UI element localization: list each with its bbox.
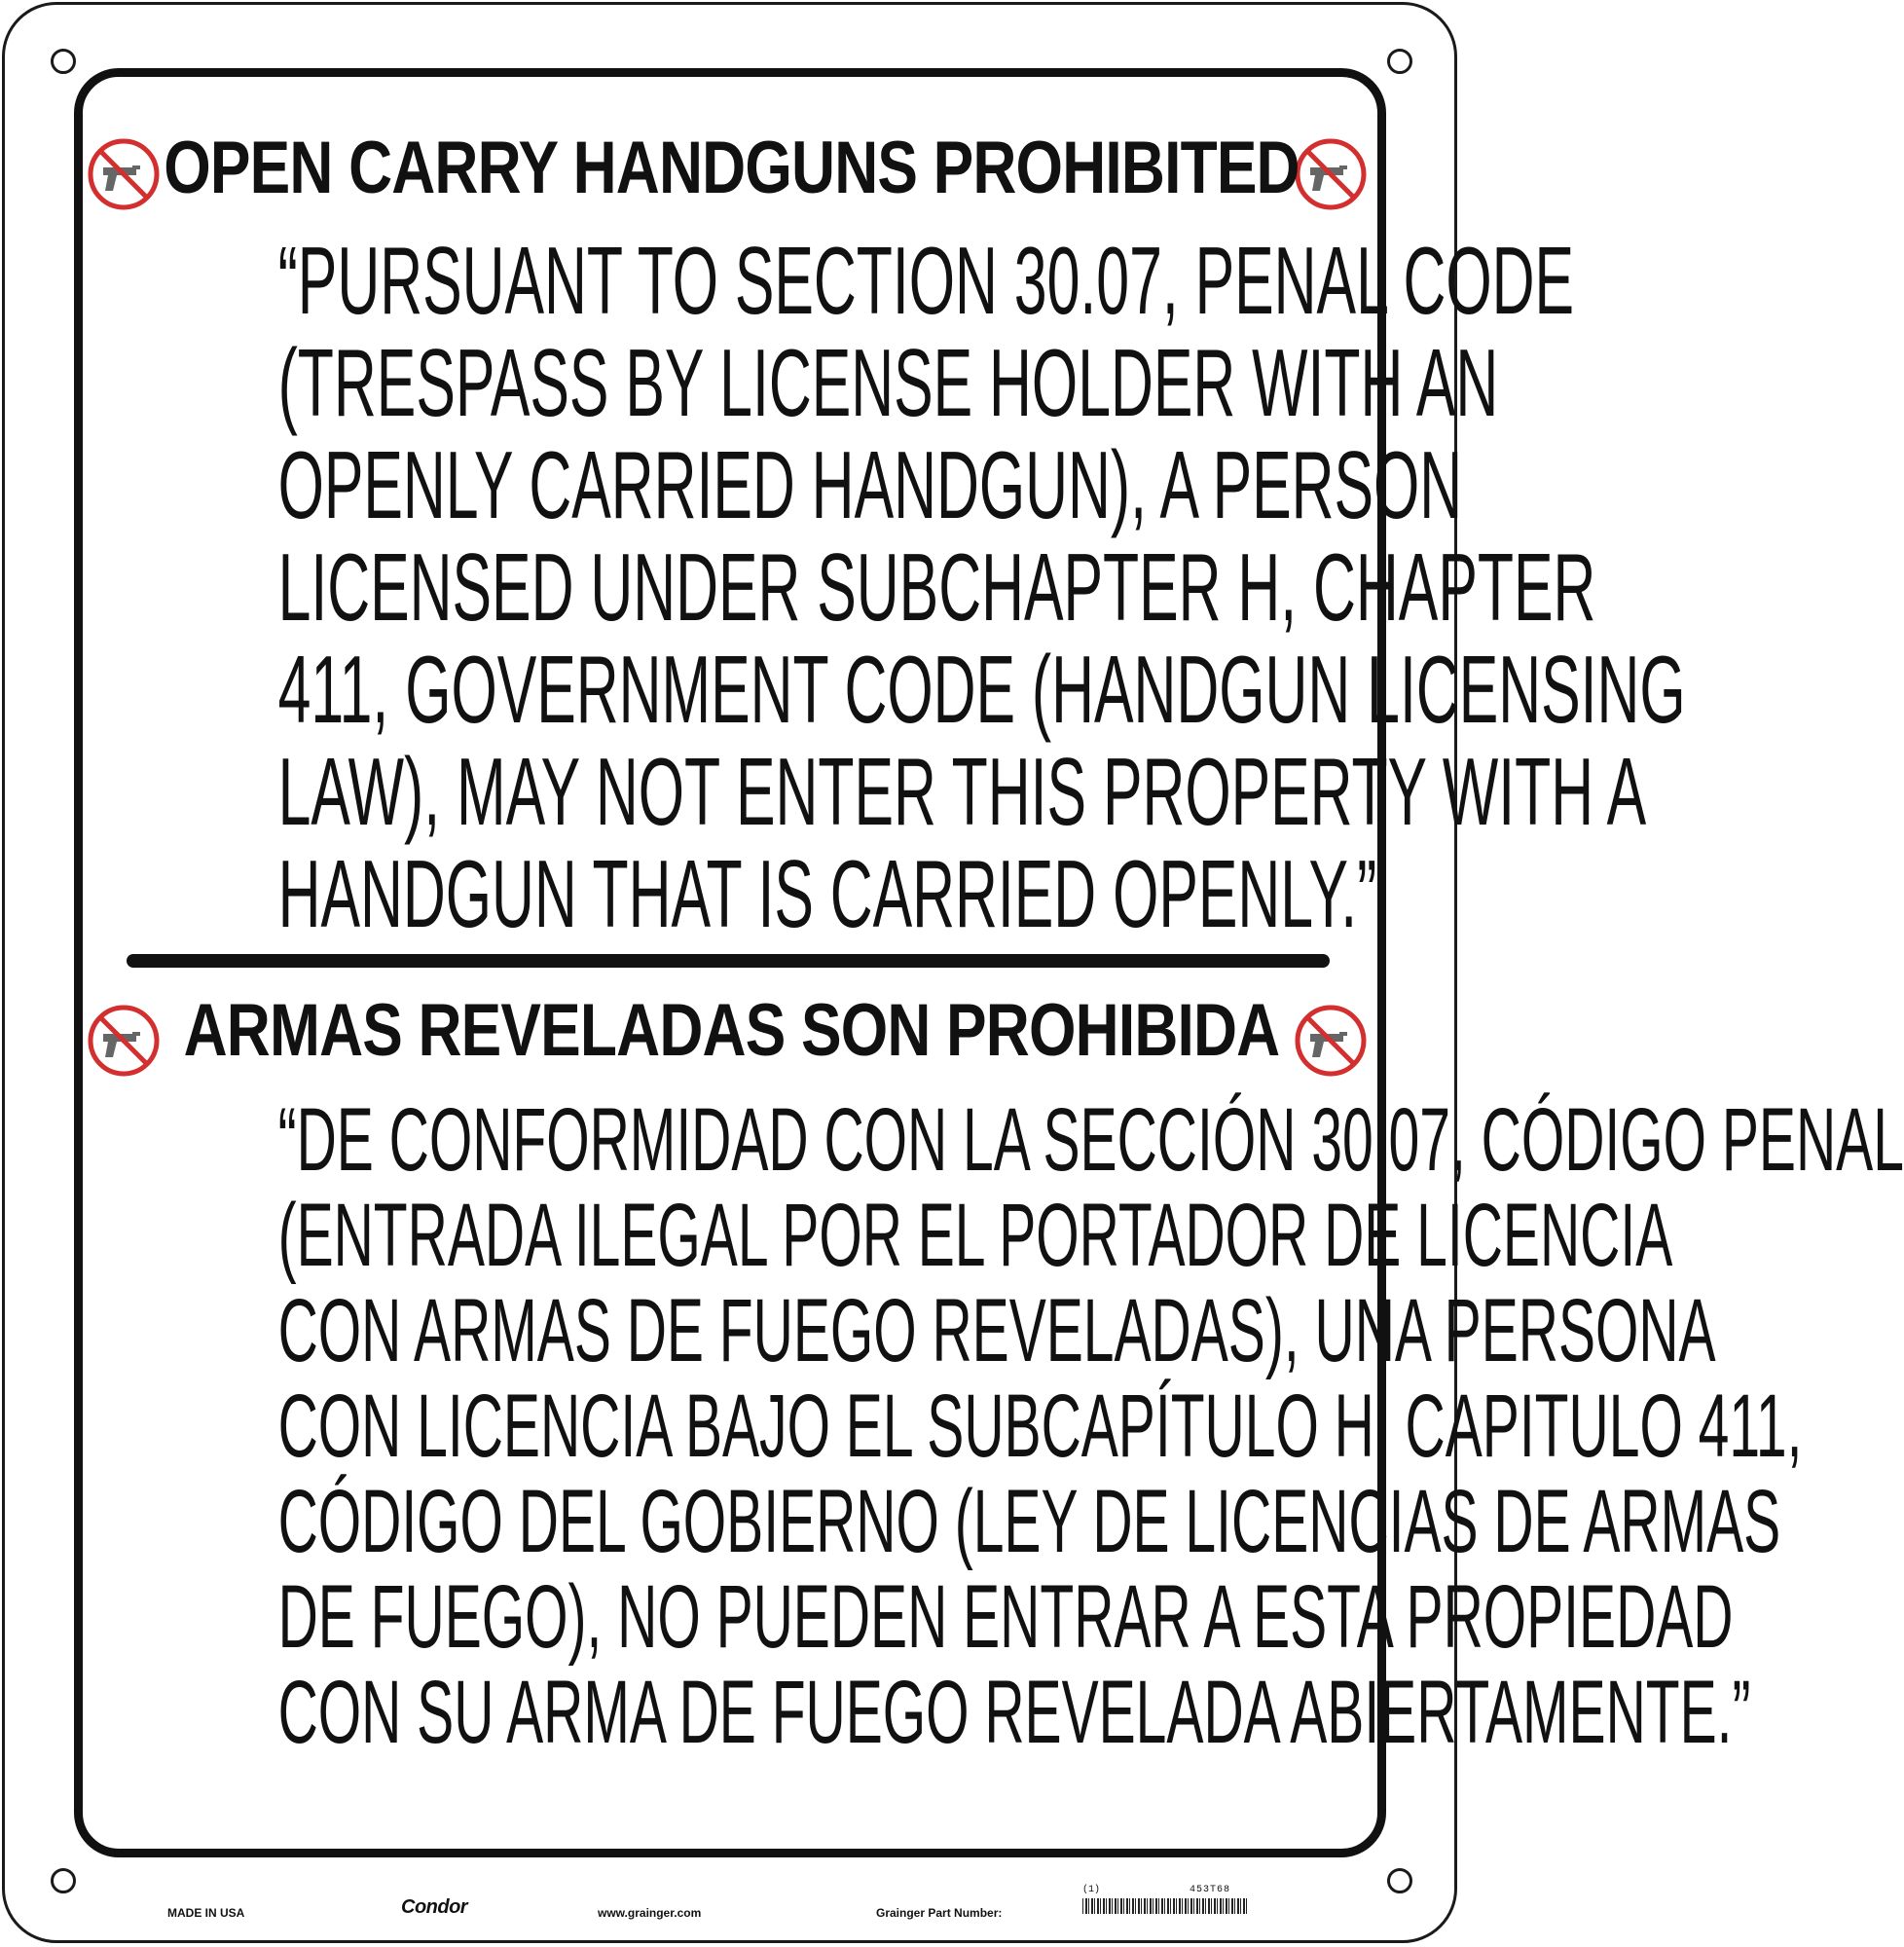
barcode <box>1082 1885 1248 1924</box>
mounting-hole-top-left <box>51 49 76 74</box>
english-line: LAW), MAY NOT ENTER THIS PROPERTY WITH A <box>277 738 1647 845</box>
barcode-bars <box>1082 1898 1248 1914</box>
part-number-label: Grainger Part Number: <box>876 1906 1003 1920</box>
made-in-usa-label: MADE IN USA <box>167 1906 245 1920</box>
spanish-line: DE FUEGO), NO PUEDEN ENTRAR A ESTA PROPIEDAD <box>277 1567 1734 1667</box>
spanish-heading: ARMAS REVELADAS SON PROHIBIDA <box>183 989 1280 1072</box>
mounting-hole-bottom-right <box>1387 1868 1412 1893</box>
website-url: www.grainger.com <box>598 1906 702 1920</box>
barcode-quantity: (1) <box>1082 1885 1101 1895</box>
spanish-line: CON ARMAS DE FUEGO REVELADAS), UNA PERSONA <box>277 1281 1716 1380</box>
mounting-hole-bottom-left <box>51 1868 76 1893</box>
spanish-line: “DE CONFORMIDAD CON LA SECCIÓN 30.07, CÓDIGO PENAL <box>277 1090 1904 1190</box>
english-line: HANDGUN THAT IS CARRIED OPENLY.” <box>277 840 1377 947</box>
english-line: LICENSED UNDER SUBCHAPTER H, CHAPTER <box>277 533 1596 641</box>
spanish-line: CÓDIGO DEL GOBIERNO (LEY DE LICENCIAS DE ARMAS <box>277 1472 1781 1571</box>
english-line: “PURSUANT TO SECTION 30.07, PENAL CODE <box>277 227 1575 334</box>
english-notice-text <box>0 227 1686 947</box>
spanish-line: (ENTRADA ILEGAL POR EL PORTADOR DE LICENCIA <box>277 1186 1673 1285</box>
mounting-hole-top-right <box>1387 49 1412 74</box>
english-line: (TRESPASS BY LICENSE HOLDER WITH AN <box>277 329 1499 436</box>
barcode-part-code: 453T68 <box>1190 1885 1231 1895</box>
english-line: 411, GOVERNMENT CODE (HANDGUN LICENSING <box>277 636 1686 743</box>
spanish-line: CON LICENCIA BAJO EL SUBCAPÍTULO H, CAPITULO 411, <box>277 1377 1803 1476</box>
spanish-line: CON SU ARMA DE FUEGO REVELADA ABIERTAMENTE.” <box>277 1663 1751 1762</box>
english-line: OPENLY CARRIED HANDGUN), A PERSON <box>277 431 1463 538</box>
brand-logo: Condor <box>401 1896 468 1918</box>
spanish-notice-text <box>0 1090 1904 1762</box>
section-divider <box>127 954 1330 968</box>
english-heading: OPEN CARRY HANDGUNS PROHIBITED <box>164 127 1300 209</box>
